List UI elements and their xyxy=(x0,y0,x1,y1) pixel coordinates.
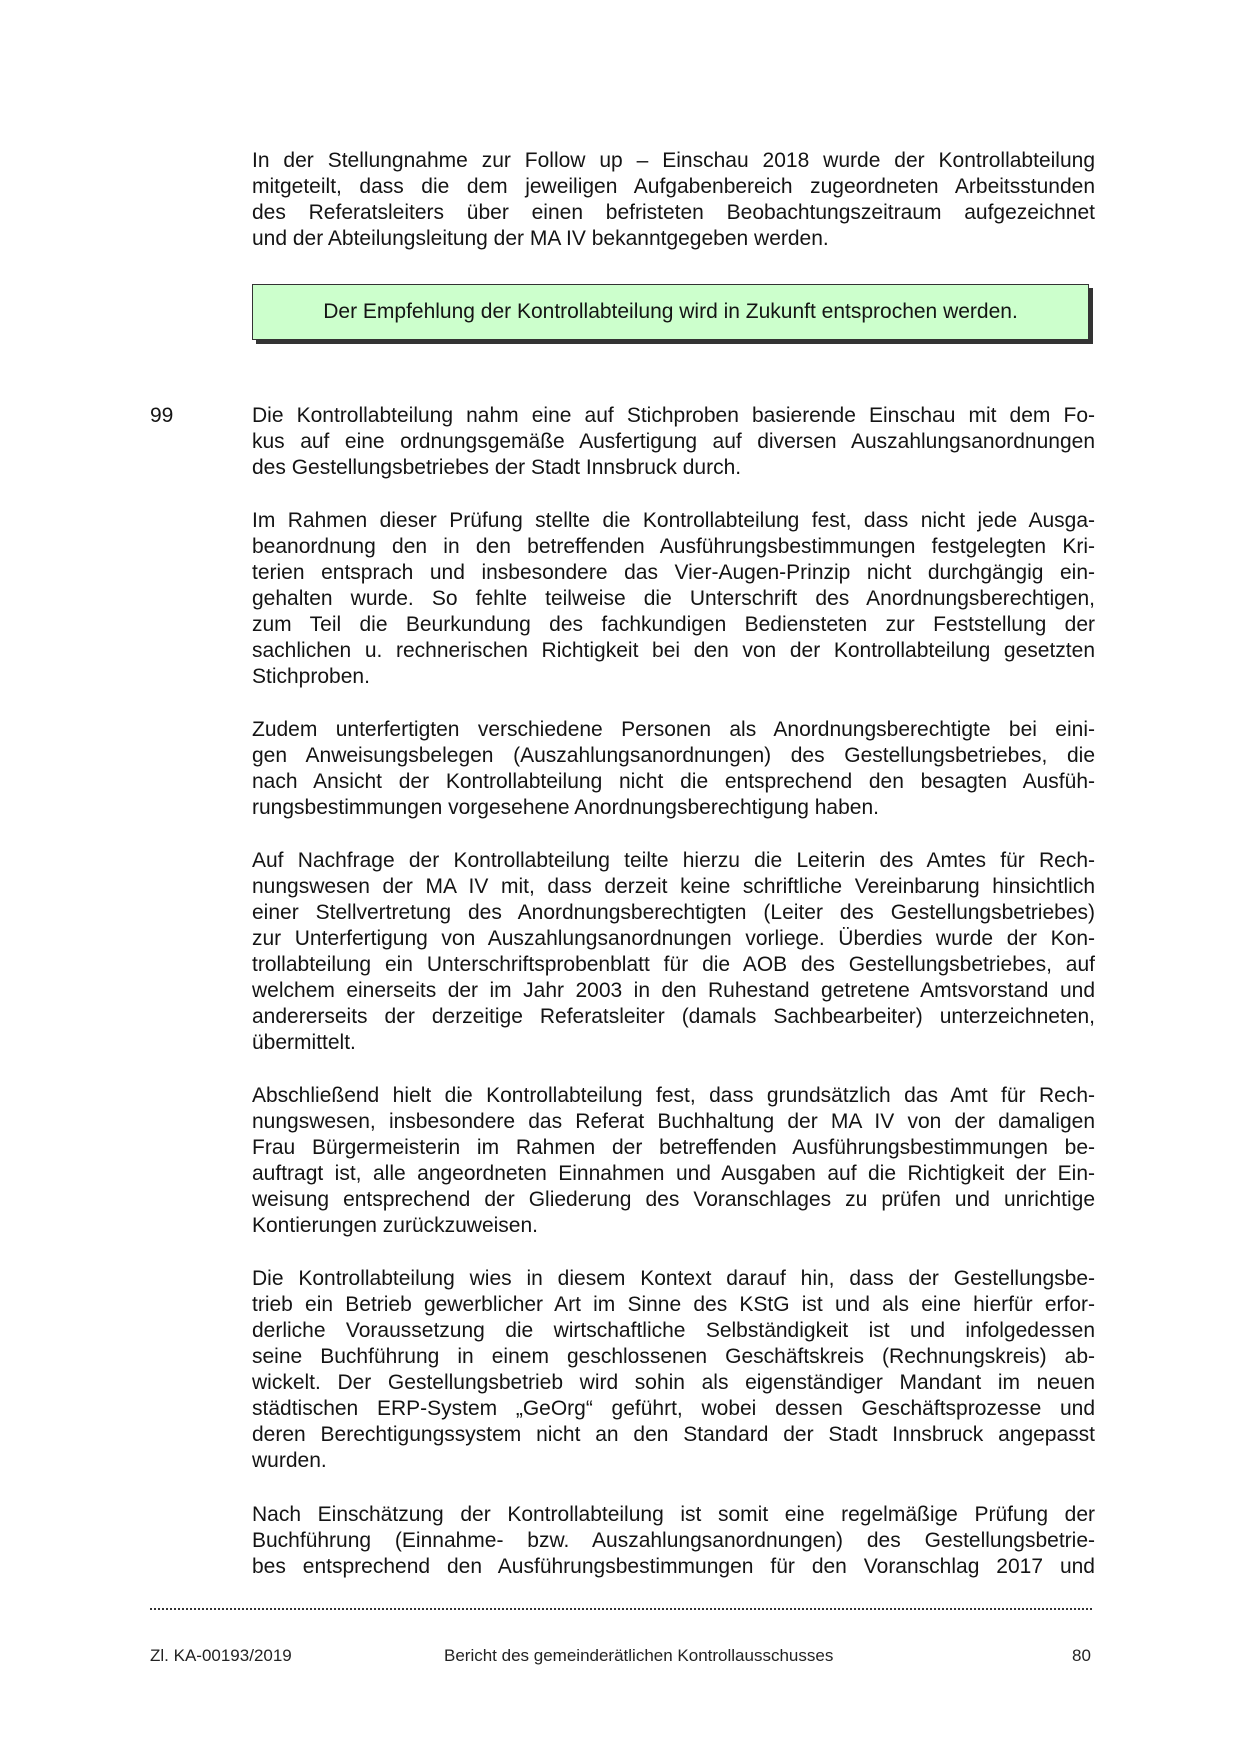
body-paragraph xyxy=(252,1502,1095,1580)
text-line: andererseits der derzeitige Referatsleiter (damals Sachbearbeiter) unterzeichneten, xyxy=(252,1005,1095,1028)
body-paragraph xyxy=(252,1266,1095,1474)
body-paragraph xyxy=(252,848,1095,1056)
text-line: nungswesen, insbesondere das Referat Buchhaltung der MA IV von der damaligen xyxy=(252,1110,1095,1133)
body-paragraph xyxy=(252,717,1095,821)
footer-title: Bericht des gemeinderätlichen Kontrollausschusses xyxy=(444,1646,834,1665)
text-line: In der Stellungnahme zur Follow up – Einschau 2018 wurde der Kontrollabteilung xyxy=(252,149,1095,172)
recommendation-box xyxy=(252,284,1089,340)
text-line: gen Anweisungsbelegen (Auszahlungsanordnungen) des Gestellungsbetriebes, die xyxy=(252,744,1095,767)
text-line: nach Ansicht der Kontrollabteilung nicht die entsprechend den besagten Ausfüh- xyxy=(252,770,1095,793)
text-line: zum Teil die Beurkundung des fachkundigen Bediensteten zur Feststellung der xyxy=(252,613,1095,636)
text-line: Kontierungen zurückzuweisen. xyxy=(252,1214,539,1237)
text-line: Im Rahmen dieser Prüfung stellte die Kontrollabteilung fest, dass nicht jede Ausga- xyxy=(252,509,1095,532)
text-line: Frau Bürgermeisterin im Rahmen der betreffenden Ausführungsbestimmungen be- xyxy=(252,1136,1095,1159)
body-paragraph xyxy=(252,403,1095,481)
text-line: sachlichen u. rechnerischen Richtigkeit bei den von der Kontrollabteilung gesetzten xyxy=(252,639,1095,662)
text-line: mitgeteilt, dass die dem jeweiligen Aufgabenbereich zugeordneten Arbeitsstunden xyxy=(252,175,1095,198)
text-line: Zudem unterfertigten verschiedene Personen als Anordnungsberechtigte bei eini- xyxy=(252,718,1095,741)
text-line: wurden. xyxy=(252,1449,327,1472)
recommendation-text: Der Empfehlung der Kontrollabteilung wird in Zukunft entsprochen werden. xyxy=(323,300,1018,323)
footer-reference: Zl. KA-00193/2019 xyxy=(150,1646,292,1665)
footer-separator xyxy=(150,1608,1092,1610)
section-number: 99 xyxy=(150,404,174,427)
text-line: Abschließend hielt die Kontrollabteilung fest, dass grundsätzlich das Amt für Rech- xyxy=(252,1084,1095,1107)
text-line: gehalten wurde. So fehlte teilweise die Unterschrift des Anordnungsberechtigen, xyxy=(252,587,1095,610)
text-line: Buchführung (Einnahme- bzw. Auszahlungsanordnungen) des Gestellungsbetrie- xyxy=(252,1529,1095,1552)
text-line: Nach Einschätzung der Kontrollabteilung ist somit eine regelmäßige Prüfung der xyxy=(252,1503,1095,1526)
text-line: städtischen ERP-System „GeOrg“ geführt, wobei dessen Geschäftsprozesse und xyxy=(252,1397,1095,1420)
text-line: seine Buchführung in einem geschlossenen Geschäftskreis (Rechnungskreis) ab- xyxy=(252,1345,1095,1368)
text-line: deren Berechtigungssystem nicht an den Standard der Stadt Innsbruck angepasst xyxy=(252,1423,1095,1446)
text-line: weisung entsprechend der Gliederung des Voranschlages zu prüfen und unrichtige xyxy=(252,1188,1095,1211)
text-line: nungswesen der MA IV mit, dass derzeit keine schriftliche Vereinbarung hinsichtlich xyxy=(252,875,1095,898)
body-paragraph xyxy=(252,1083,1095,1239)
text-line: wickelt. Der Gestellungsbetrieb wird sohin als eigenständiger Mandant im neuen xyxy=(252,1371,1095,1394)
text-line: übermittelt. xyxy=(252,1031,356,1054)
text-line: beanordnung den in den betreffenden Ausführungsbestimmungen festgelegten Kri- xyxy=(252,535,1095,558)
text-line: terien entsprach und insbesondere das Vier-Augen-Prinzip nicht durchgängig ein- xyxy=(252,561,1095,584)
text-line: trieb ein Betrieb gewerblicher Art im Sinne des KStG ist und als eine hierfür erfor- xyxy=(252,1293,1095,1316)
text-line: Stichproben. xyxy=(252,665,370,688)
text-line: des Gestellungsbetriebes der Stadt Innsbruck durch. xyxy=(252,456,742,479)
text-line: derliche Voraussetzung die wirtschaftliche Selbständigkeit ist und infolgedessen xyxy=(252,1319,1095,1342)
text-line: zur Unterfertigung von Auszahlungsanordnungen vorliege. Überdies wurde der Kon- xyxy=(252,927,1095,950)
text-line: des Referatsleiters über einen befristeten Beobachtungszeitraum aufgezeichnet xyxy=(252,201,1095,224)
text-line: trollabteilung ein Unterschriftsprobenblatt für die AOB des Gestellungsbetriebes, auf xyxy=(252,953,1095,976)
text-line: auftragt ist, alle angeordneten Einnahmen und Ausgaben auf die Richtigkeit der Ein- xyxy=(252,1162,1095,1185)
text-line: und der Abteilungsleitung der MA IV bekanntgegeben werden. xyxy=(252,227,829,250)
text-line: Auf Nachfrage der Kontrollabteilung teilte hierzu die Leiterin des Amtes für Rech- xyxy=(252,849,1095,872)
text-line: Die Kontrollabteilung nahm eine auf Stichproben basierende Einschau mit dem Fo- xyxy=(252,404,1095,427)
text-line: rungsbestimmungen vorgesehene Anordnungsberechtigung haben. xyxy=(252,796,879,819)
intro-paragraph xyxy=(252,148,1095,252)
text-line: bes entsprechend den Ausführungsbestimmungen für den Voranschlag 2017 und xyxy=(252,1555,1095,1578)
text-line: einer Stellvertretung des Anordnungsberechtigten (Leiter des Gestellungsbetriebes) xyxy=(252,901,1095,924)
text-line: Die Kontrollabteilung wies in diesem Kontext darauf hin, dass der Gestellungsbe- xyxy=(252,1267,1095,1290)
text-line: welchem einerseits der im Jahr 2003 in den Ruhestand getretene Amtsvorstand und xyxy=(252,979,1095,1002)
body-paragraph xyxy=(252,508,1095,690)
text-line: kus auf eine ordnungsgemäße Ausfertigung auf diversen Auszahlungsanordnungen xyxy=(252,430,1095,453)
page-number: 80 xyxy=(1072,1646,1091,1665)
